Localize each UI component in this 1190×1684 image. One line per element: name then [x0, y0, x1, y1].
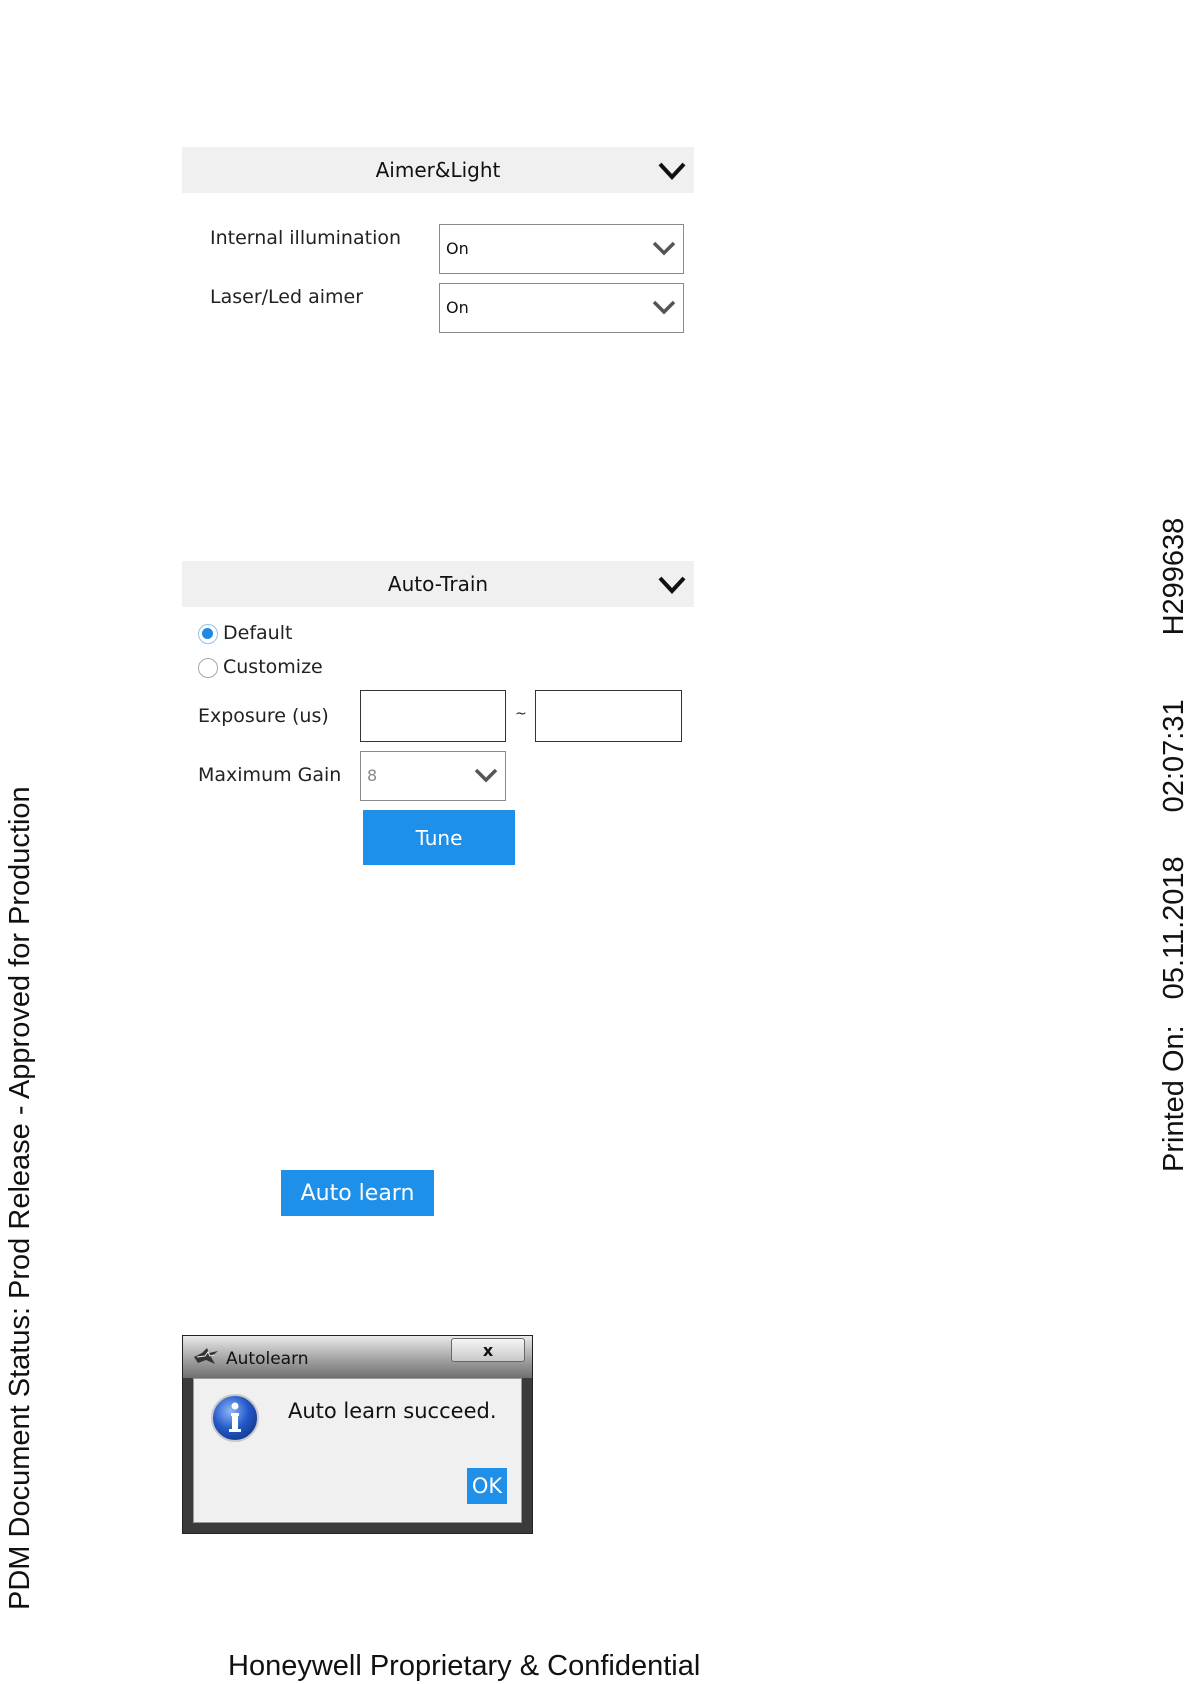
auto-learn-button[interactable]	[281, 1170, 434, 1216]
chevron-down-icon	[651, 296, 677, 318]
laser-led-aimer-select[interactable]	[439, 283, 684, 333]
printed-on-stamp	[1158, 452, 1190, 1172]
dialog-ok-label: OK	[471, 1474, 503, 1498]
dialog-body	[193, 1378, 522, 1523]
footer-confidential: Honeywell Proprietary & Confidential	[228, 1650, 701, 1682]
exposure-range-separator: ~	[515, 706, 527, 722]
chevron-down-icon	[473, 764, 499, 786]
close-icon: x	[482, 1340, 494, 1360]
radio-default[interactable]	[198, 624, 218, 644]
chevron-down-icon	[651, 237, 677, 259]
dialog-close-button[interactable]	[451, 1338, 525, 1362]
maximum-gain-label: Maximum Gain	[198, 764, 342, 786]
auto-learn-button-label: Auto learn	[300, 1180, 415, 1206]
printed-on-label: Printed On:	[1158, 1025, 1190, 1172]
dialog-message: Auto learn succeed.	[288, 1399, 497, 1423]
document-id: H299638	[1158, 517, 1190, 636]
radio-customize[interactable]	[198, 658, 218, 678]
chevron-down-icon[interactable]	[656, 155, 688, 185]
exposure-max-input[interactable]	[535, 690, 682, 742]
internal-illumination-select[interactable]	[439, 224, 684, 274]
printed-date: 05.11.2018	[1158, 856, 1190, 1000]
dialog-titlebar[interactable]	[183, 1336, 532, 1378]
exposure-min-input[interactable]	[360, 690, 506, 742]
auto-train-header-title: Auto-Train	[387, 572, 489, 596]
aimer-light-header-title: Aimer&Light	[375, 158, 501, 182]
chevron-down-icon[interactable]	[656, 569, 688, 599]
laser-led-aimer-value: On	[446, 298, 469, 317]
auto-train-header[interactable]	[182, 561, 694, 607]
tune-button-label: Tune	[415, 825, 463, 850]
tune-button[interactable]	[363, 810, 515, 865]
pdm-status-stamp: PDM Document Status: Prod Release - Approved for Production	[4, 786, 36, 1610]
autolearn-dialog	[182, 1335, 533, 1534]
internal-illumination-value: On	[446, 239, 469, 258]
printed-time: 02:07:31	[1158, 699, 1190, 813]
radio-default-label: Default	[223, 622, 293, 644]
radio-customize-label: Customize	[223, 656, 323, 678]
info-icon	[210, 1393, 260, 1443]
laser-led-aimer-label: Laser/Led aimer	[210, 286, 364, 308]
exposure-label: Exposure (us)	[198, 705, 329, 727]
app-icon	[193, 1347, 219, 1365]
dialog-ok-button[interactable]	[467, 1468, 507, 1504]
maximum-gain-value: 8	[367, 766, 378, 785]
aimer-light-header[interactable]	[182, 147, 694, 193]
internal-illumination-label: Internal illumination	[210, 227, 402, 249]
dialog-title: Autolearn	[226, 1349, 309, 1369]
maximum-gain-select[interactable]	[360, 751, 506, 801]
